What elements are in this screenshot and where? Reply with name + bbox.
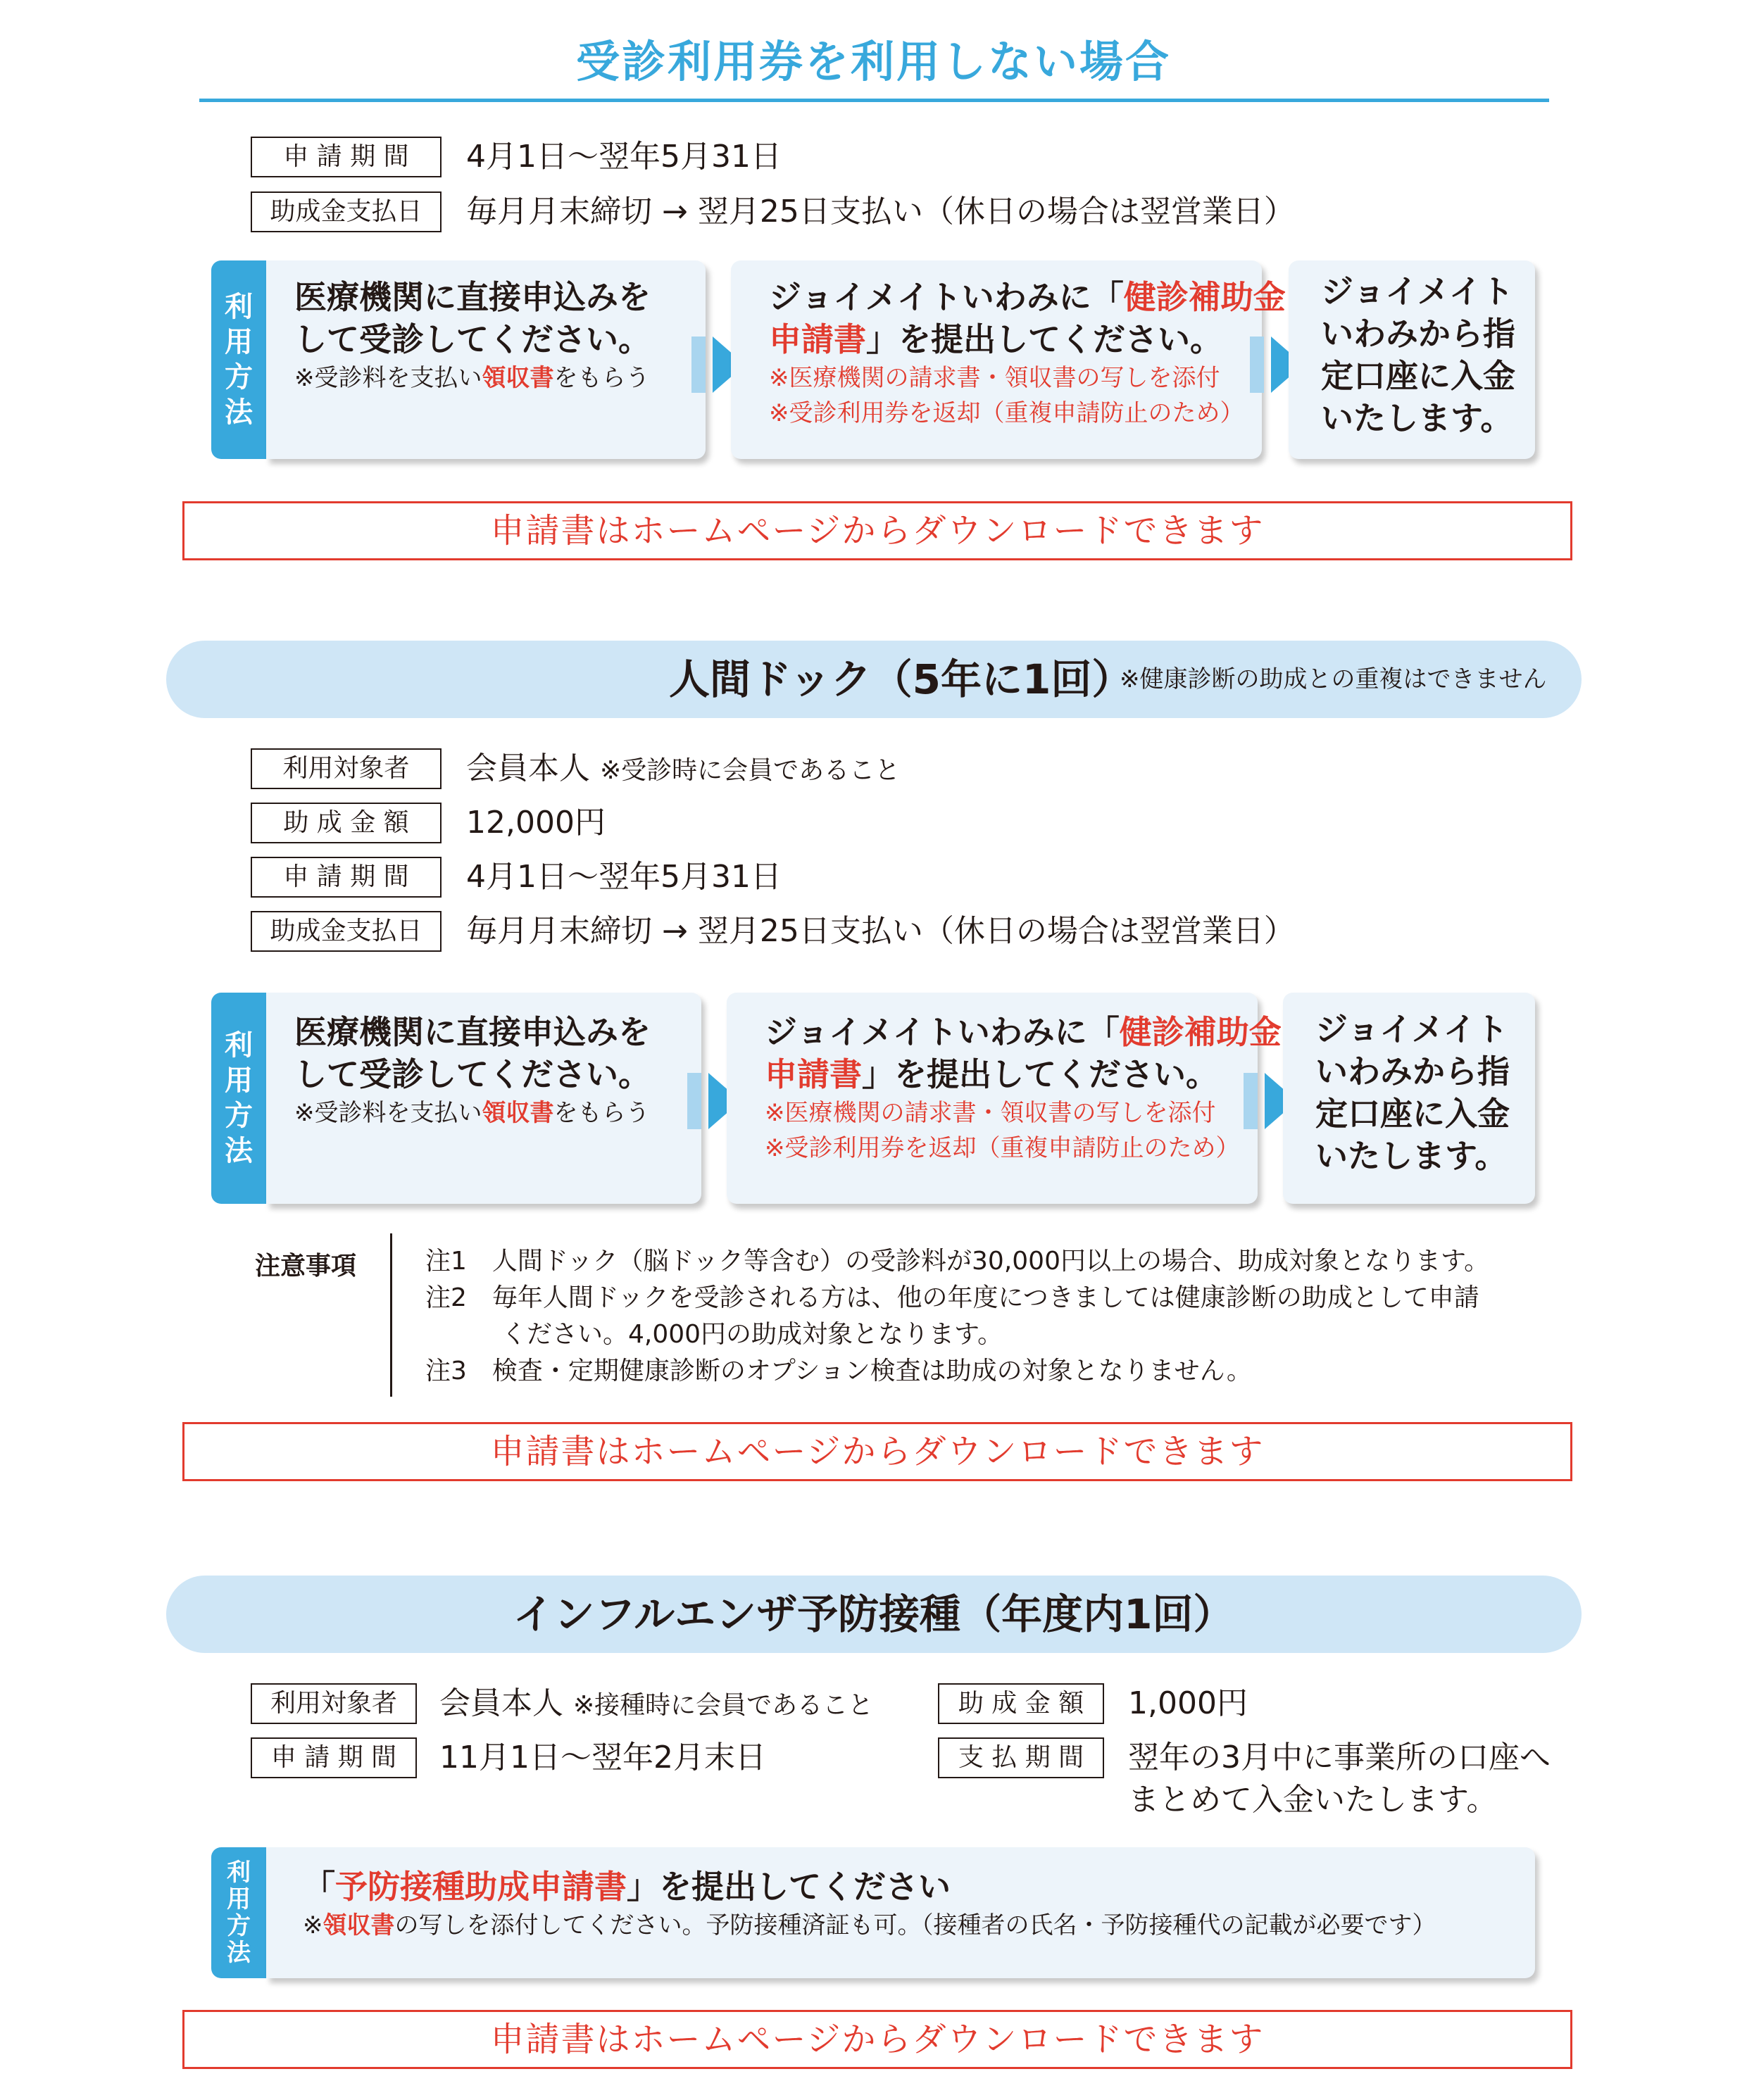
usage-method-tab: 利 用 方 法 [211,1847,266,1978]
value-application-period: 4月1日～翌年5月31日 [466,859,782,895]
flow-step-1 [266,260,706,459]
step2-line1: ジョイメイトいわみに「健診補助金 [769,278,1286,316]
flow-step-2 [727,993,1282,1204]
step2-note2: ※受診利用券を返却（重複申請防止のため） [765,1134,1240,1162]
download-banner: 申請書はホームページからダウンロードできます [182,501,1572,560]
value-payment-period: 翌年の3月中に事業所の口座へ [1128,1740,1551,1775]
note-2-cont: ください。4,000円の助成対象となります。 [425,1320,1003,1349]
step3-line: いたします。 [1315,1137,1508,1175]
step3-line: いわみから指 [1315,1052,1510,1090]
label-application-period: 申 請 期 間 [251,137,442,177]
download-banner: 申請書はホームページからダウンロードできます [182,1422,1572,1481]
flow-step-3 [1283,993,1535,1204]
step2-note2: ※受診利用券を返却（重複申請防止のため） [769,399,1244,427]
value-subsidy-amount: 12,000円 [466,805,606,841]
usage-method-tab: 利 用 方 法 [211,993,266,1204]
value-eligible: 会員本人 ※接種時に会員であること [439,1685,874,1721]
section2-title: 人間ドック（5年に1回） [669,655,1133,703]
section1-title: 受診利用券を利用しない場合 [575,36,1171,87]
step1-line1: 医療機関に直接申込みを [294,1013,651,1051]
label-eligible: 利用対象者 [251,1683,417,1724]
step3-line: ジョイメイト [1315,1010,1508,1048]
step1-note: ※受診料を支払い領収書をもらう [294,364,650,392]
step1-line1: 医療機関に直接申込みを [294,278,651,316]
step2-line2: 申請書」を提出してください。 [765,1055,1218,1093]
section1-rule [199,99,1549,102]
download-banner: 申請書はホームページからダウンロードできます [182,2010,1572,2069]
arrow-tail [1250,337,1264,393]
usage-method-tab: 利 用 方 法 [211,260,266,459]
step3-line: いたします。 [1321,399,1513,437]
value-payment-date: 毎月月末締切 → 翌月25日支払い（休日の場合は翌営業日） [466,913,1295,949]
arrow-tail [687,1073,701,1129]
flow-step-1 [266,993,701,1204]
step3-line: 定口座に入金 [1321,357,1515,395]
label-payment-period: 支 払 期 間 [938,1737,1104,1778]
note-3: 注3 検査・定期健康診断のオプション検査は助成の対象となりません。 [425,1357,1252,1385]
section3-title: インフルエンザ予防接種（年度内1回） [513,1590,1234,1638]
value-payment-period-cont: まとめて入金いたします。 [1128,1782,1498,1818]
value-subsidy-amount: 1,000円 [1128,1685,1248,1721]
vaccination-instruction: 「予防接種助成申請書」を提出してください [303,1868,951,1906]
note-1: 注1 人間ドック（脳ドック等含む）の受診料が30,000円以上の場合、助成対象となります。 [425,1247,1490,1276]
step1-line2: して受診してください。 [294,320,651,358]
label-application-period: 申 請 期 間 [251,1737,417,1778]
notes-divider [390,1233,392,1397]
flow-step-2 [731,260,1286,459]
value-eligible: 会員本人 ※受診時に会員であること [466,750,901,786]
step2-line1: ジョイメイトいわみに「健診補助金 [765,1013,1282,1051]
flow-step-vaccination [266,1847,1535,1978]
step1-note: ※受診料を支払い領収書をもらう [294,1099,650,1127]
notes-heading: 注意事項 [255,1252,357,1281]
vaccination-note: ※領収書の写しを添付してください。予防接種済証も可。（接種者の氏名・予防接種代の記載が必要です） [303,1911,1436,1939]
label-payment-date: 助成金支払日 [251,911,442,952]
flow-step-3 [1289,260,1535,459]
note-2: 注2 毎年人間ドックを受診される方は、他の年度につきましては健康診断の助成として申請 [425,1283,1479,1312]
arrow-tail [1244,1073,1258,1129]
step2-note1: ※医療機関の請求書・領収書の写しを添付 [769,364,1220,392]
label-application-period: 申 請 期 間 [251,857,442,898]
label-subsidy-amount: 助 成 金 額 [251,803,442,843]
step3-line: ジョイメイト [1321,272,1514,310]
label-subsidy-amount: 助 成 金 額 [938,1683,1104,1724]
value-application-period: 11月1日～翌年2月末日 [439,1740,766,1775]
section2-note: ※健康診断の助成との重複はできません [1120,665,1547,693]
value-payment-date: 毎月月末締切 → 翌月25日支払い（休日の場合は翌営業日） [466,194,1295,230]
arrow-tail [691,337,706,393]
step1-line2: して受診してください。 [294,1055,651,1093]
step2-line2: 申請書」を提出してください。 [769,320,1222,358]
step3-line: いわみから指 [1321,315,1515,353]
value-application-period: 4月1日～翌年5月31日 [466,139,782,175]
label-payment-date: 助成金支払日 [251,191,442,232]
step3-line: 定口座に入金 [1315,1095,1510,1133]
label-eligible: 利用対象者 [251,748,442,789]
step2-note1: ※医療機関の請求書・領収書の写しを添付 [765,1099,1216,1127]
